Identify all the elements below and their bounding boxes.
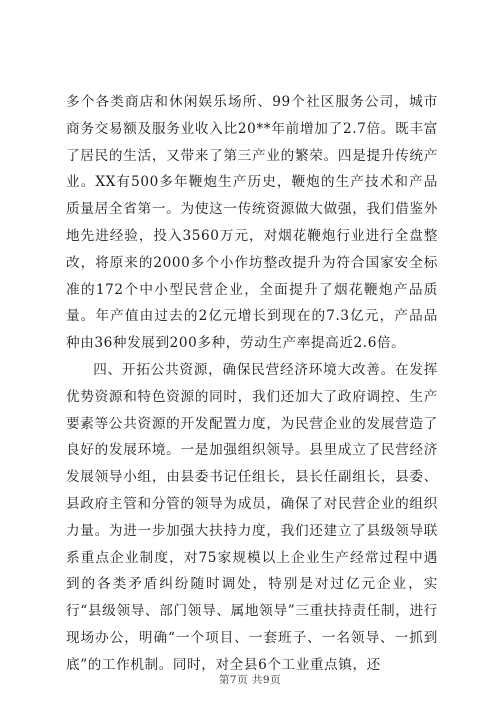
document-body [66, 89, 438, 679]
paragraph-section-four: 四、开拓公共资源，确保民营经济环境大改善。在发挥优势资源和特色资源的同时，我们还加大了政府调控、生产要素等公共资源的开发配置力度，为民营企业的发展营造了良好的发展环境。一是加强组织领导。县里成立了民营经济发展领导小组，由县委书记任组长，县长任副组长，县委、县政府主管和分管的领导为成员，确保了对民营企业的组织力量。为进一步加强大扶持力度，我们还建立了县级领导联系重点企业制度，对75家规模以上企业生产经常过程中遇到的各类矛盾纠纷随时调处，特别是对过亿元企业，实行“县级领导、部门领导、属地领导”三重扶持责任制，进行现场办公，明确“一个项目、一套班子、一名领导、一抓到底”的工作机制。同时，对全县6个工业重点镇，还 [66, 361, 438, 673]
paragraph-continuation: 多个各类商店和休闲娱乐场所、99个社区服务公司，城市商务交易额及服务业收入比20**年前增加了2.7倍。既丰富了居民的生活，又带来了第三产业的繁荣。四是提升传统产业。XX有500多年鞭炮生产历史，鞭炮的生产技术和产品质量居全省第一。为使这一传统资源做大做强，我们借鉴外地先进经验，投入3560万元，对烟花鞭炮行业进行全盘整改，将原来的2000多个小作坊整改提升为符合国家安全标准的172个中小型民营企业，全面提升了烟花鞭炮产品质量。年产值由过去的2亿元增长到现在的7.3亿元，产品品种由36种发展到200多种，劳动生产率提高近2.6倍。 [66, 94, 438, 352]
page-number-footer: 第7页 共9页 [218, 674, 282, 686]
